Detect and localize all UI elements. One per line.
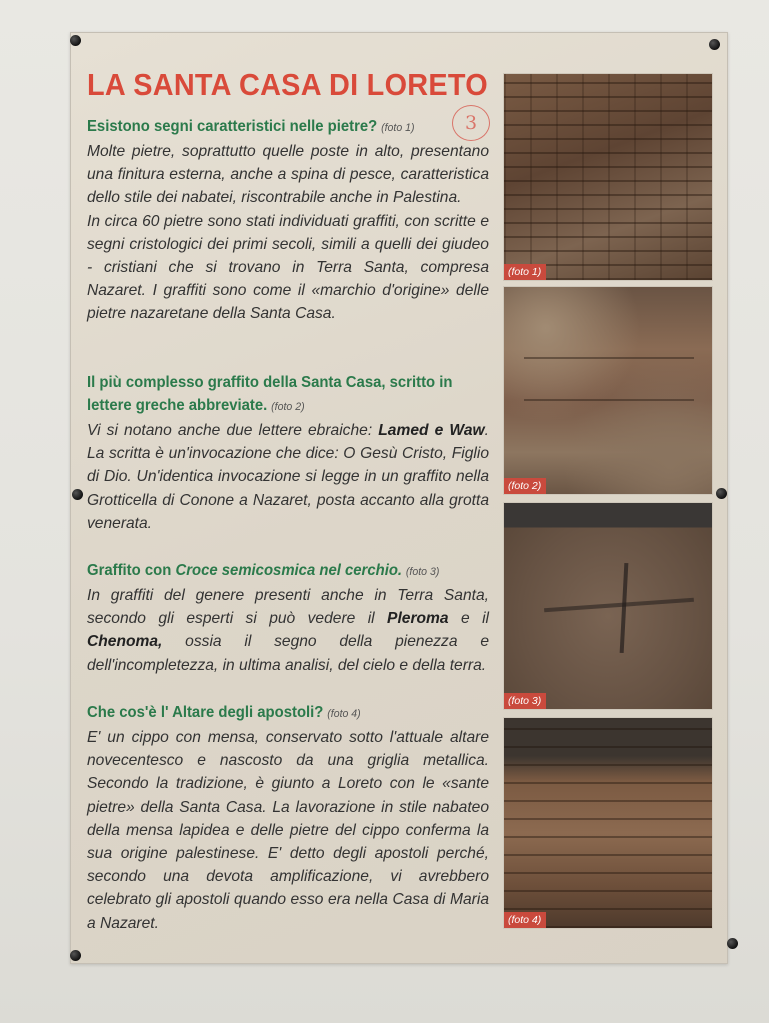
photo-ref: (foto 1) bbox=[381, 122, 415, 134]
heading-text: Esistono segni caratteristici nelle pietre? bbox=[87, 118, 378, 135]
screw-icon bbox=[70, 950, 81, 961]
text-run-bold: Chenoma, bbox=[87, 633, 163, 651]
photo-ref: (foto 4) bbox=[327, 708, 361, 720]
photo-caption: (foto 3) bbox=[504, 693, 546, 709]
text-run: e il bbox=[448, 610, 489, 628]
text-run-bold: Pleroma bbox=[387, 610, 449, 628]
section-heading bbox=[87, 701, 473, 726]
photo-ref: (foto 3) bbox=[405, 566, 440, 578]
cross-mark bbox=[544, 598, 694, 612]
heading-text: Il più complesso graffito della Santa Casa, scritto in lettere greche abbreviate. bbox=[87, 374, 453, 414]
section-paragraph: E' un cippo con mensa, conservato sotto l'attuale altare novecentesco e nascosto da una griglia metallica. Secondo la tradizione, è giunto a Loreto con le «sante pietre» della Santa Casa. La lavorazione in stile nabateo della mensa lapidea e delle pietre del cippo conferma la sua origine palestinese. E' detto degli apostoli perché, secondo una devota amplificazione, vi avrebbero celebrato gli apostoli quando esso era nella Casa di Maria a Nazaret. bbox=[87, 729, 489, 932]
section-paragraph bbox=[87, 419, 489, 535]
heading-text: Graffito con bbox=[87, 562, 176, 579]
screw-icon bbox=[72, 489, 83, 500]
screw-icon bbox=[709, 39, 720, 50]
heading-text: Che cos'è l' Altare degli apostoli? bbox=[87, 704, 324, 721]
section-heading bbox=[87, 115, 473, 140]
section-heading bbox=[87, 559, 473, 584]
panel-title: LA SANTA CASA DI LORETO bbox=[87, 67, 488, 102]
section-greek-graffito bbox=[87, 371, 489, 535]
cross-mark bbox=[620, 563, 629, 653]
photo-ref: (foto 2) bbox=[271, 401, 305, 413]
screw-icon bbox=[70, 35, 81, 46]
screw-icon bbox=[716, 488, 727, 499]
section-paragraph: In circa 60 pietre sono stati individuati graffiti, con scritte e segni cristologici dei primi secoli, simili a quelli dei giudeo - cristiani che si trovano in Terra Santa, compresa Nazaret. I graffiti sono come il «marchio d'origine» delle pietre nazaretane della Santa Casa. bbox=[87, 212, 489, 323]
photo-caption: (foto 4) bbox=[504, 912, 546, 928]
photo-cross-graffito bbox=[503, 502, 713, 710]
photo-greek-graffito bbox=[503, 286, 713, 495]
text-run: ossia il segno della pienezza e dell'incompletezza, in ultima analisi, del cielo e della terra. bbox=[87, 633, 489, 674]
section-stones bbox=[87, 115, 489, 326]
graffito-inscription bbox=[524, 357, 694, 401]
text-run: Vi si notano anche due lettere ebraiche: bbox=[87, 422, 379, 439]
section-heading bbox=[87, 371, 473, 419]
photo-altar-stones bbox=[503, 717, 713, 929]
photo-stone-wall bbox=[503, 73, 713, 281]
heading-text-italic: Croce semicosmica nel cerchio. bbox=[175, 562, 403, 579]
text-run: . La scritta è un'invocazione che dice: O Gesù Cristo, Figlio di Dio. Un'identica invocazione si legge in un graffito nella Grotticella di Conone a Nazaret, posta accanto alla grotta venerata. bbox=[87, 422, 489, 532]
panel-number-badge: 3 bbox=[452, 105, 490, 141]
text-run-bold: Lamed e Waw bbox=[378, 422, 485, 439]
photo-caption: (foto 1) bbox=[504, 264, 546, 280]
info-panel bbox=[70, 32, 728, 964]
screw-icon bbox=[727, 938, 738, 949]
text-run: In graffiti del genere presenti anche in Terra Santa, secondo gli esperti si può vedere il bbox=[87, 587, 489, 628]
section-paragraph: Molte pietre, soprattutto quelle poste in alto, presentano una finitura esterna, anche a spina di pesce, caratteristica dello stile dei nabatei, riscontrabile anche in Palestina. bbox=[87, 143, 489, 207]
section-paragraph bbox=[87, 584, 489, 677]
section-cross-graffito bbox=[87, 559, 489, 677]
photo-caption: (foto 2) bbox=[504, 478, 546, 494]
section-altar bbox=[87, 701, 489, 935]
